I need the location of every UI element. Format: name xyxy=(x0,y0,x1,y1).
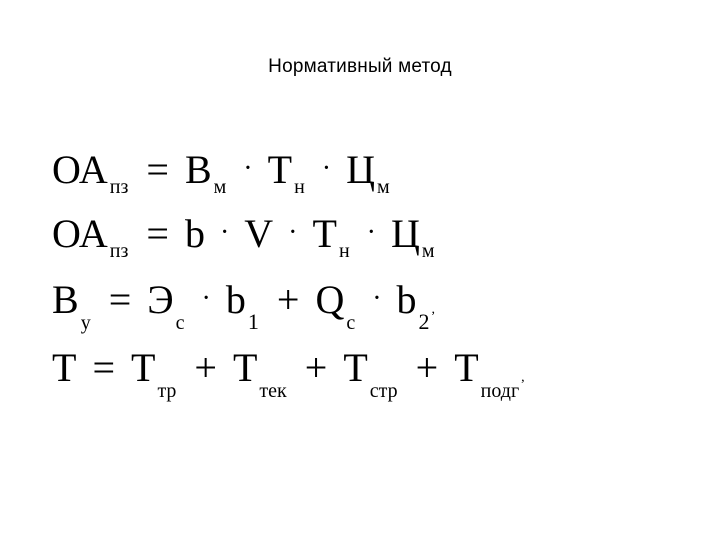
formula-3-plus: + xyxy=(276,277,300,322)
formula-3-equals: = xyxy=(108,277,132,322)
formula-4-plus-2: + xyxy=(304,345,328,390)
formula-2-multiply-2: · xyxy=(288,217,298,248)
formula-3-term-4-subscript: 2 xyxy=(418,309,430,334)
formula-1-term-3: Ц xyxy=(346,147,375,192)
formula-2-term-3: Т xyxy=(312,211,337,256)
formula-1-term-2: Т xyxy=(267,147,293,192)
formula-3-multiply-2: · xyxy=(372,283,382,314)
formula-1-lhs: ОА xyxy=(52,147,108,192)
formula-1-lhs-subscript: пз xyxy=(109,176,129,198)
formula-4-plus-3: + xyxy=(415,345,439,390)
formula-3-term-2: b xyxy=(225,277,246,322)
formula-4-term-1: Т xyxy=(131,345,156,390)
formula-4-term-2-subscript: тек xyxy=(259,380,287,402)
formula-1-term-1: В xyxy=(184,147,212,192)
formula-2-term-3-subscript: н xyxy=(338,240,350,262)
formula-3-lhs-subscript: у xyxy=(80,312,91,334)
formula-3-term-2-subscript: 1 xyxy=(247,309,259,334)
formula-4-term-4: Т xyxy=(454,345,479,390)
formula-1-equals: = xyxy=(146,147,169,192)
formula-4-term-1-subscript: тр xyxy=(157,380,177,402)
formula-3-term-3: Q xyxy=(315,277,345,322)
formula-4-term-3-subscript: стр xyxy=(369,380,398,402)
formula-4-plus-1: + xyxy=(194,345,217,390)
formula-2-term-4: Ц xyxy=(390,211,420,256)
formula-4-equals: = xyxy=(92,345,115,390)
formula-4-term-3: Т xyxy=(343,345,368,390)
slide-title: Нормативный метод xyxy=(268,56,452,77)
formula-3 xyxy=(52,277,612,334)
formula-2-lhs-subscript: пз xyxy=(109,240,129,262)
formula-1-term-1-subscript: м xyxy=(213,176,227,198)
formula-4-term-4-subscript: подг xyxy=(480,380,520,402)
formula-1-multiply-2: · xyxy=(321,153,332,184)
formula-1 xyxy=(52,147,612,200)
formula-3-trailing-comma: , xyxy=(431,302,436,317)
formula-3-term-3-subscript: с xyxy=(346,312,356,334)
formula-4-lhs: Т xyxy=(52,345,77,390)
formula-1-multiply-1: · xyxy=(243,153,253,184)
formula-3-multiply-1: · xyxy=(201,283,211,314)
formula-3-lhs: В xyxy=(52,277,79,322)
formula-1-term-2-subscript: н xyxy=(294,176,305,198)
formula-2-term-2: V xyxy=(244,211,274,256)
formula-2-lhs: ОА xyxy=(52,211,108,256)
formula-2-term-4-subscript: м xyxy=(421,240,435,262)
formula-4-term-2: Т xyxy=(232,345,258,390)
formula-2-multiply-1: · xyxy=(219,217,230,248)
formula-1-term-3-subscript: м xyxy=(376,176,390,198)
formula-4-trailing-comma: , xyxy=(521,370,525,385)
formula-4 xyxy=(52,345,612,402)
formula-2-term-1: b xyxy=(184,211,205,256)
formula-3-term-1-subscript: с xyxy=(175,312,185,334)
formula-2-equals: = xyxy=(146,211,169,256)
formula-3-term-1: Э xyxy=(147,277,174,322)
formula-2 xyxy=(52,211,612,264)
formula-3-term-4: b xyxy=(396,277,417,322)
formula-2-multiply-3: · xyxy=(366,217,376,248)
